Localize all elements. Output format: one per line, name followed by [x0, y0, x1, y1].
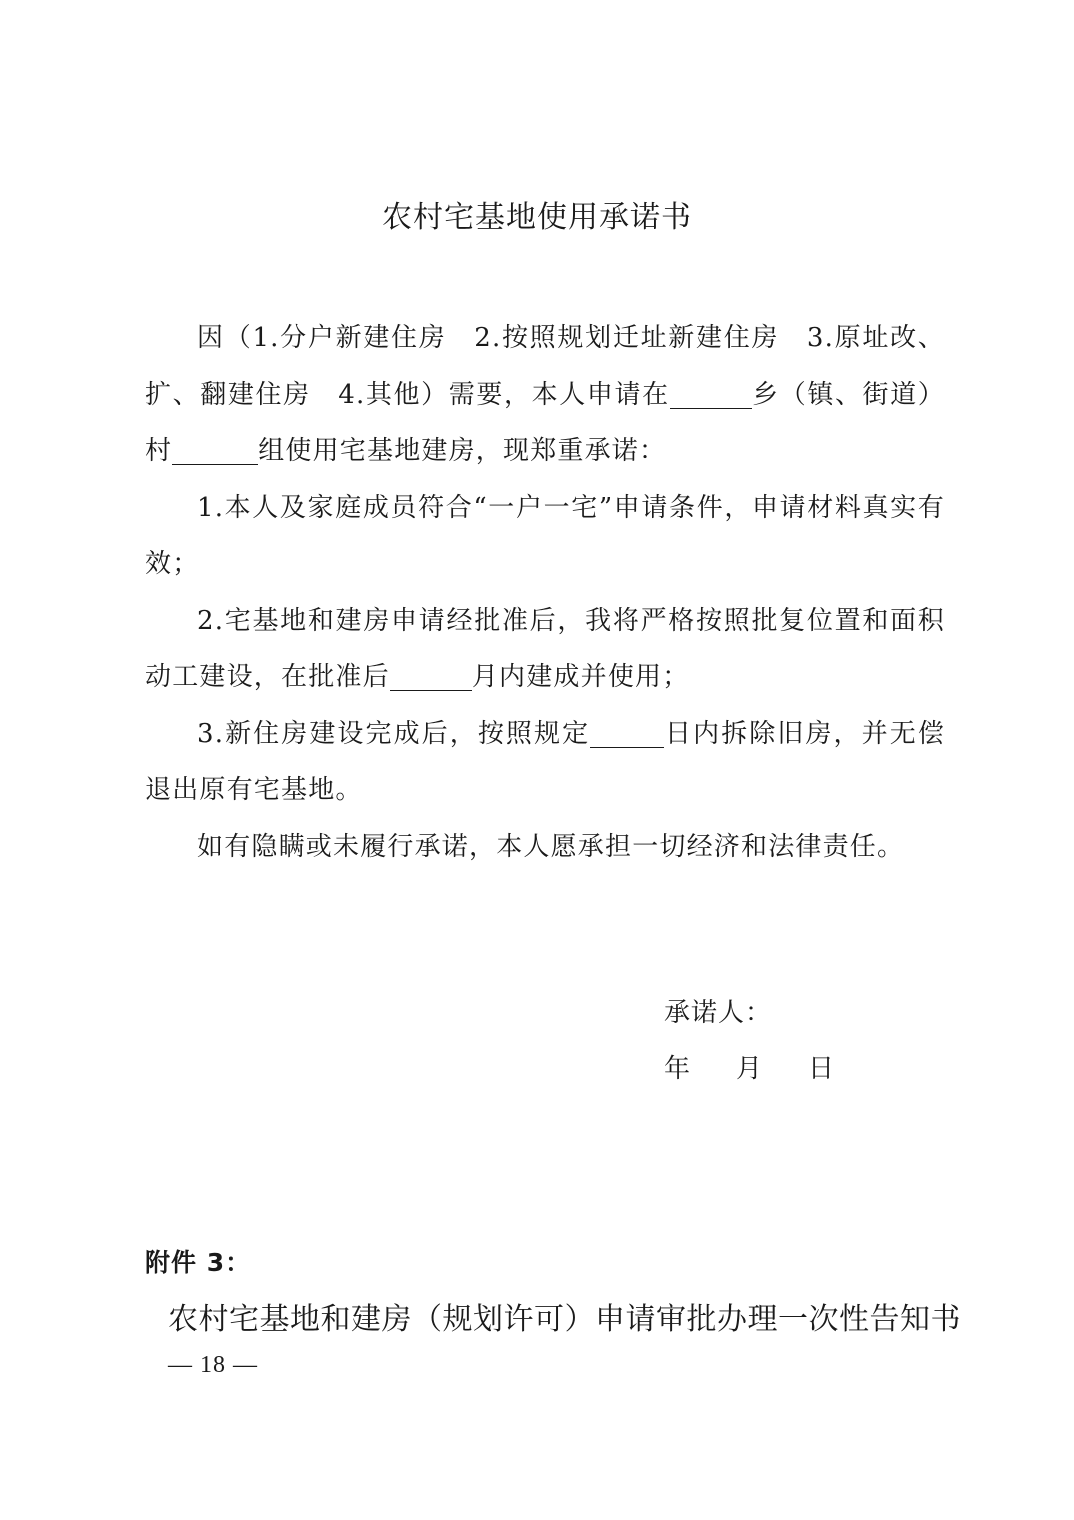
page-number: — 18 —: [168, 1352, 258, 1378]
item2-text-1: 2.宅基地和建房申请经批准后，我将严格按照批复位置和面积动工建设，在批准后: [145, 605, 945, 692]
intro-text-3: 组使用宅基地建房，现郑重承诺：: [258, 436, 667, 466]
days-blank: [590, 717, 664, 748]
intro-text-2: 乡（镇、街道）村: [145, 379, 945, 466]
document-title: 农村宅基地使用承诺书: [382, 200, 692, 235]
commitment-item-3: [145, 706, 945, 819]
date-line: [664, 1041, 835, 1097]
month-label: 月: [736, 1054, 764, 1084]
day-label: 日: [808, 1054, 836, 1084]
commitment-item-1: 1.本人及家庭成员符合“一户一宅”申请条件，申请材料真实有效；: [145, 492, 945, 579]
document-body: [145, 310, 945, 875]
signature-block: [664, 985, 835, 1097]
village-group-blank: [172, 434, 258, 465]
township-blank: [670, 378, 752, 409]
item2-text-2: 月内建成并使用；: [471, 662, 690, 692]
intro-paragraph: [145, 310, 945, 480]
intro-text-1: 因（1.分户新建住房 2.按照规划迁址新建住房 3.原址改、扩、翻建住房 4.其他）需要，本人申请在: [145, 323, 945, 410]
signatory-label: 承诺人：: [664, 998, 773, 1028]
commitment-item-2: [145, 593, 945, 706]
closing-statement: 如有隐瞒或未履行承诺，本人愿承担一切经济和法律责任。: [197, 831, 905, 862]
item3-text-2: 日内拆除旧房，并无偿退出原有宅基地。: [145, 718, 945, 805]
months-blank: [390, 660, 472, 691]
year-label: 年: [664, 1054, 692, 1084]
attachment-label: 附件 3：: [145, 1248, 252, 1277]
attachment-title: 农村宅基地和建房（规划许可）申请审批办理一次性告知书: [168, 1302, 961, 1337]
item3-text-1: 3.新住房建设完成后，按照规定: [197, 718, 591, 749]
